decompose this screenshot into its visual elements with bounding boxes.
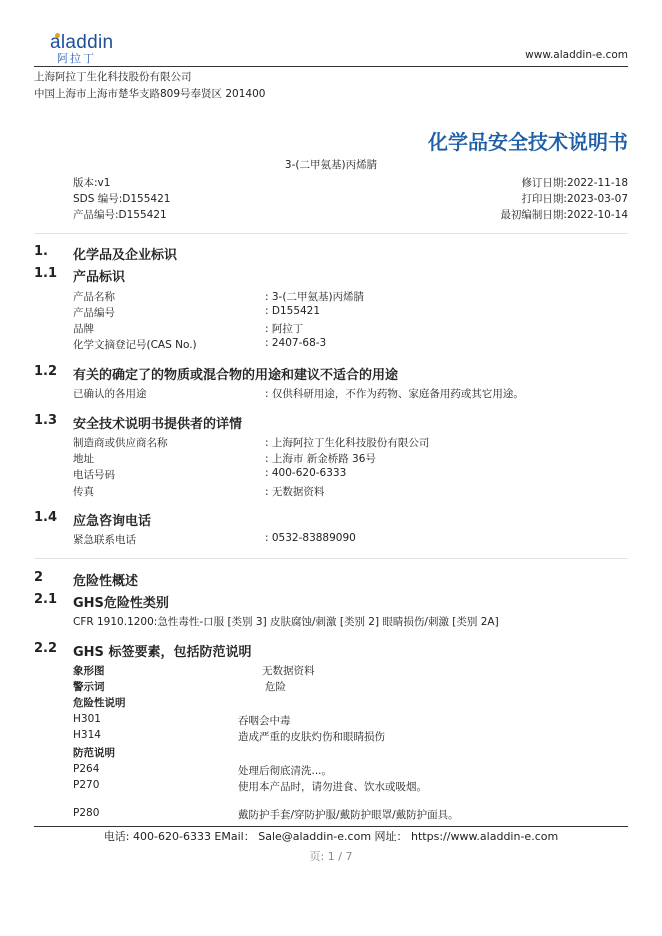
pictogram-label: 象形图 [73,665,105,677]
field-value: : 阿拉丁 [265,323,304,335]
section-1-4-number: 1.4 [34,510,58,525]
logo-text: aladdin [50,32,114,53]
page-number: 页: 1 / 7 [309,850,353,863]
revision-date: 修订日期:2022-11-18 [521,177,628,189]
precaution-text: 处理后彻底清洗...。 [238,765,333,777]
section-2-title: 危险性概述 [73,574,139,589]
precaution-code: P280 [73,807,100,819]
hazard-text: 吞咽会中毒 [238,715,291,727]
field-label: 紧急联系电话 [73,534,136,546]
precaution-code: P270 [73,779,100,791]
section-2-2-title: GHS 标签要素，包括防范说明 [73,645,252,660]
field-label: 产品名称 [73,291,115,303]
ghs-classification: CFR 1910.1200:急性毒性-口服 [类别 3] 皮肤腐蚀/刺激 [类别 2] 眼睛损伤/刺激 [类别 2A] [73,616,499,628]
field-label: 传真 [73,486,94,498]
field-value: : 2407-68-3 [265,337,327,349]
logo-chinese-text: 阿拉丁 [57,52,96,65]
section-2-2-number: 2.2 [34,641,58,656]
field-value: : 400-620-6333 [265,467,347,479]
precautionary-statements-label: 防范说明 [73,747,115,759]
precaution-text: 使用本产品时，请勿进食、饮水或吸烟。 [238,781,427,793]
document-title: 化学品安全技术说明书 [428,130,628,154]
hazard-code: H314 [73,729,101,741]
hazard-code: H301 [73,713,101,725]
precaution-text: 戴防护手套/穿防护服/戴防护眼罩/戴防护面具。 [238,809,459,821]
print-date: 打印日期:2023-03-07 [521,193,628,205]
section-1-2-number: 1.2 [34,364,58,379]
first-edition-date: 最初编制日期:2022-10-14 [500,209,628,221]
field-value: : 仅供科研用途，不作为药物、家庭备用药或其它用途。 [265,388,524,400]
company-address: 中国上海市上海市楚华支路809号奉贤区 201400 [34,88,266,100]
signal-word-value: 危险 [265,681,286,693]
field-label: 已确认的各用途 [73,388,147,400]
section-1-title: 化学品及企业标识 [73,248,178,263]
section-2-1-title: GHS危险性类别 [73,596,169,611]
field-value: : 无数据资料 [265,486,325,498]
section-divider [34,558,628,559]
hazard-statements-label: 危险性说明 [73,697,126,709]
product-name-header: 3-(二甲氨基)丙烯腈 [284,159,378,171]
title-divider [34,233,628,234]
section-1-2-title: 有关的确定了的物质或混合物的用途和建议不适合的用途 [73,368,399,383]
website-link[interactable]: www.aladdin-e.com [525,49,628,61]
section-2-1-number: 2.1 [34,592,58,607]
section-1-1-title: 产品标识 [73,270,126,285]
section-1-number: 1. [34,244,48,259]
hazard-text: 造成严重的皮肤灼伤和眼睛损伤 [238,731,385,743]
section-1-4-title: 应急咨询电话 [73,514,152,529]
section-1-1-number: 1.1 [34,266,58,281]
field-value: : D155421 [265,305,321,317]
sds-number: SDS 编号:D155421 [73,193,171,205]
field-label: 产品编号 [73,307,115,319]
field-label: 电话号码 [73,469,115,481]
pictogram-value: 无数据资料 [262,665,315,677]
precaution-code: P264 [73,763,100,775]
version: 版本:v1 [73,177,111,189]
company-logo [50,30,120,66]
field-label: 制造商或供应商名称 [73,437,168,449]
field-value: : 3-(二甲氨基)丙烯腈 [265,291,365,303]
field-value: : 上海阿拉丁生化科技股份有限公司 [265,437,430,449]
footer-contact: 电话: 400-620-6333 EMail： Sale@aladdin-e.com 网址： https://www.aladdin-e.com [103,830,559,843]
field-label: 地址 [73,453,94,465]
field-value: : 上海市 新金桥路 36号 [265,453,376,465]
section-1-3-number: 1.3 [34,413,58,428]
product-number: 产品编号:D155421 [73,209,167,221]
company-name: 上海阿拉丁生化科技股份有限公司 [34,71,192,83]
section-2-number: 2 [34,570,44,585]
field-value: : 0532-83889090 [265,532,356,544]
footer-divider [34,826,628,827]
header-divider [34,66,628,67]
field-label: 化学文摘登记号(CAS No.) [73,339,197,351]
signal-word-label: 警示词 [73,681,105,693]
section-1-3-title: 安全技术说明书提供者的详情 [73,417,243,432]
field-label: 品牌 [73,323,94,335]
